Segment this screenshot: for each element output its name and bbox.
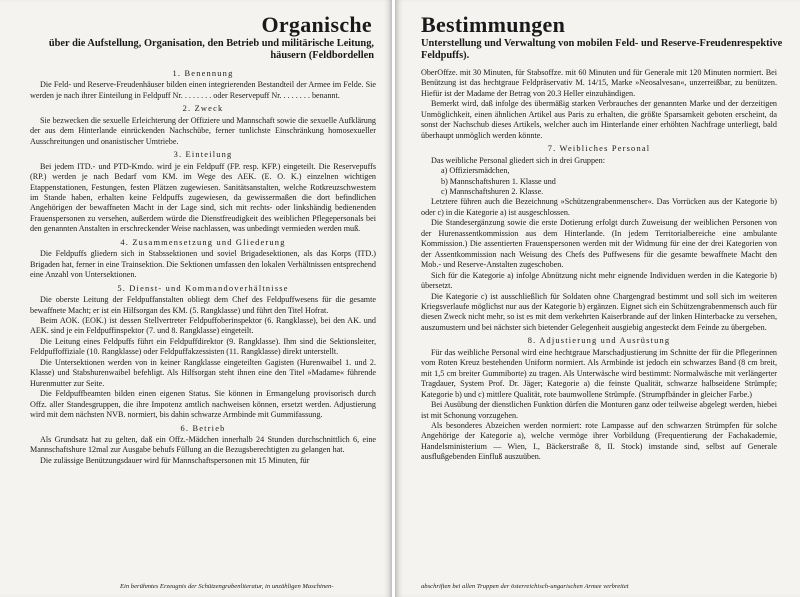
section-heading: 3. Einteilung (173, 150, 233, 160)
paragraph: Die Kategorie c) ist ausschließlich für Soldaten ohne Chargengrad bestimmt und soll sich im weiteren Kriegsverlaufe möglichst nur aus der Kategorie b) ergänzen. Eignet sich ein Schützengrabenmensch auch für diesen Zweck nicht mehr, so ist es mit dem verkehrten Kaiserbrande auf der linken Hinterbacke zu versehen, auszumustern und bei nächster sich bietender Gelegenheit ausgiebig angesteckt dem Feinde zu übergeben. (421, 291, 777, 332)
footnote-right: abschriften bei allen Truppen der österreichisch-ungarischen Armee verbreitet (421, 583, 629, 590)
paragraph: Die Feldpuffs gliedern sich in Stabssektionen und soviel Brigadesektionen, als das Korps (ITD.) Brigaden hat, ferner in eine Trainsektion. Die Sektionen umfassen den lokalen Verhältnissen entsprechend eine Anzahl von Untersektionen. (30, 249, 376, 280)
paragraph: Die Leitung eines Feldpuffs führt ein Feldpuffdirektor (9. Rangklasse). Ihm sind die Sektionsleiter, Feldpuffoffiziale (10. Rangklasse) oder Feldpuffakzessisten (11. Rangklasse) direkt unterstellt. (30, 336, 376, 357)
paragraph: Bei jedem ITD.- und PTD-Kmdo. wird je ein Feldpuff (FP. resp. KFP.) eingeteilt. Die Reservepuffs (RP.) werden je nach Bedarf vom KM. im Wege des AEK. (E. O. K.) einzelnen wichtigen Etappenstationen, Festungen, festen Plätzen zugewiesen. Sanitätsanstalten, welche Rotkreuzschwestern im Stande haben, erhalten keine Feldpuffs zugewiesen, da gewissermaßen die dort befindlichen Angehörigen der bewaffneten Macht in der Lage sind, sich mit rechts- oder linkshändig bedienenden Frauenspersonen zu versehen, außerdem würde die Dienstfreudigkeit des weiblichen Pflegepersonals bei den genannten Anstalten in erschreckender Weise nachlassen, was unbedingt vermieden werden muß. (30, 161, 376, 234)
section-heading: 4. Zusammensetzung und Gliederung (120, 237, 286, 247)
list-item: c) Mannschaftshuren 2. Klasse. (441, 186, 544, 196)
paragraph: Die zulässige Benützungsdauer wird für Mannschaftspersonen mit 15 Minuten, für (40, 455, 310, 465)
paragraph: Die oberste Leitung der Feldpuffanstalten obliegt dem Chef des Feldpuffwesens für die gesamte bewaffnete Macht; er ist ein Hilfsorgan des KM. (5. Rangklasse) und führt den Titel Hofrat. (30, 295, 376, 315)
list-item: a) Offiziersmädchen, (441, 166, 510, 176)
paragraph: Die Feld- und Reserve-Freudenhäuser bilden einen integrierenden Bestandteil der Armee im Felde. Sie werden je nach ihrer Einteilung in Feldpuff Nr. . . . . . . . oder Reservepuff Nr. . . . . . . . benannt. (30, 80, 376, 100)
paragraph: Beim AOK. (EOK.) ist dessen Stellvertreter Feldpuffoberinspektor (6. Rangklasse), bei den AK. und AEK. sind je ein Feldpuffinspektor (7. und 8. Rangklasse) eingeteilt. (30, 315, 376, 336)
right-page (395, 0, 800, 597)
paragraph: Die Standesergänzung sowie die erste Dotierung erfolgt durch Zuweisung der weiblichen Personen von der Hurenassentkommission aus dem Hinterlande. (In jedem Territorialbereiche eine ambulante Kommission.) Die assentierten Frauenspersonen werden mit der Widmung für eine der drei Kategorien von der Assentkommission nach Weisung des Chefs des Puffwesens für die gesamte bewaffnete Macht den Mob.- und Reserve-Anstalten zugeschoben. (421, 218, 777, 270)
section-heading: 2. Zweck (182, 104, 224, 114)
paragraph: Bemerkt wird, daß infolge des übermäßig starken Verbrauches der genannten Marke und der derzeitigen Unmöglichkeit, einen ähnlichen Artikel aus Paris zu erhalten, die größte Sparsamkeit geboten erscheint, da sonst der Nachschub dieses Artikels, welcher auch im Hinterlande einer erhöhten Nachfrage unterliegt, bald überhaupt unmöglich werden könnte. (421, 99, 777, 140)
page-title-right: Bestimmungen (421, 12, 566, 37)
subtitle-right: Unterstellung und Verwaltung von mobilen Feld- und Reserve-Freudenrespektive Feldpuffs). (421, 38, 783, 61)
paragraph: Sich für die Kategorie a) infolge Abnützung nicht mehr eignende Individuen werden in die Kategorie b) übersetzt. (421, 270, 777, 291)
paragraph: Die Untersektionen werden von in keiner Rangklasse eingeteilten Gagisten (Hurenwaibel 1. und 2. Klasse) und Stabshurenwaibel befehligt. Als Hilfsorgan steht ihnen eine den Titel »Madame« führende Hurenmutter zur Seite. (30, 357, 376, 388)
paragraph: Bei Ausübung der dienstlichen Funktion dürfen die Monturen ganz oder teilweise abgelegt werden, hiebei ist mit Schonung vorzugehen. (421, 400, 777, 420)
left-page (0, 0, 392, 597)
page-title-left: Organische (261, 12, 372, 37)
paragraph: Für das weibliche Personal wird eine hechtgraue Marschadjustierung im Schnitte der für die Pflegerinnen vom Roten Kreuz bestehenden Uniform normiert. Als Armbinde ist jedoch ein schwarzes Band (8 cm breit, mit 1,5 cm breiter Gummiborte) zu tragen. Als Unterwäsche wird bestimmt: Normalwäsche mit verlängerter Tragdauer, System Prof. Dr. Jäger; Kategorie a) die feinste Qualität, schwarze halbseidene Strümpfe; Kategorie b) und c) mittlere Qualität, rote baumwollene Strümpfe. (Strumpfbänder in gleicher Farbe.) (421, 347, 777, 399)
section-heading: 6. Betrieb (180, 423, 226, 433)
subtitle-left: über die Aufstellung, Organisation, den Betrieb und militärische Leitung, häusern (Feldbordellen (48, 38, 374, 61)
footnote-left: Ein berühmtes Erzeugnis der Schützengrabenliteratur, in unzähligen Maschinen- (120, 583, 334, 590)
paragraph: OberOffze. mit 30 Minuten, für Stabsoffze. mit 60 Minuten und für Generale mit 120 Minuten normiert. Bei Benützung ist das hechtgraue Feldpräservativ M. 14/15, Marke »Neosalvesan«, unzerreißbar, zu benützen. Hiefür ist der Madame der Betrag von 20.3 Heller einzuhändigen. (421, 68, 777, 98)
paragraph: Sie bezwecken die sexuelle Erleichterung der Offiziere und Mannschaft sowie die sexuelle Aufklärung der aus dem Hinterlande einrückenden Nachschübe, ferner tunlichste Einschränkung homosexueller Ausschreitungen und onanistischer Umtriebe. (30, 115, 376, 146)
paragraph: Als Grundsatz hat zu gelten, daß ein Offz.-Mädchen innerhalb 24 Stunden durchschnittlich 6, eine Mannschaftshure 12mal zur Ausgabe behufs Füllung an die Bezugsberechtigten zu gelangen hat. (30, 434, 376, 455)
body-text-right (421, 68, 777, 463)
list-item: b) Mannschaftshuren 1. Klasse und (441, 176, 556, 186)
section-heading: 1. Benennung (172, 69, 234, 78)
paragraph: Das weibliche Personal gliedert sich in drei Gruppen: (431, 155, 605, 165)
section-heading: 5. Dienst- und Kommandoverhältnisse (117, 283, 289, 293)
section-heading: 7. Weibliches Personal (547, 144, 651, 154)
section-heading: 8. Adjustierung und Ausrüstung (527, 336, 671, 346)
body-text-left (30, 66, 376, 466)
paragraph: Letztere führen auch die Bezeichnung »Schützengrabenmenscher«. Das Vorrücken aus der Kategorie b) oder c) in die Kategorie a) ist ausgeschlossen. (421, 197, 777, 217)
paragraph: Als besonderes Abzeichen werden normiert: rote Lampasse auf den schwarzen Strümpfen für solche Angehörige der Kategorie a), welche vermöge ihrer Vorbildung (Frequentierung der Fachakademie, Handelsministerium — Wien, I., Bäckerstraße 8, II. Stock) imstande sind, selbst auf Generale ausflußgebenden Einfluß auszuüben. (421, 420, 777, 462)
paragraph: Die Feldpuffbeamten bilden einen eigenen Status. Sie können in Ermangelung provisorisch durch Offz. aller Standesgruppen, die ihre Impotenz amtlich nachweisen können, ersetzt werden. Adjustierung wird mit dem nächsten NVB. normiert, bis dahin schwarze Armbinde mit Gummifassung. (30, 389, 376, 420)
